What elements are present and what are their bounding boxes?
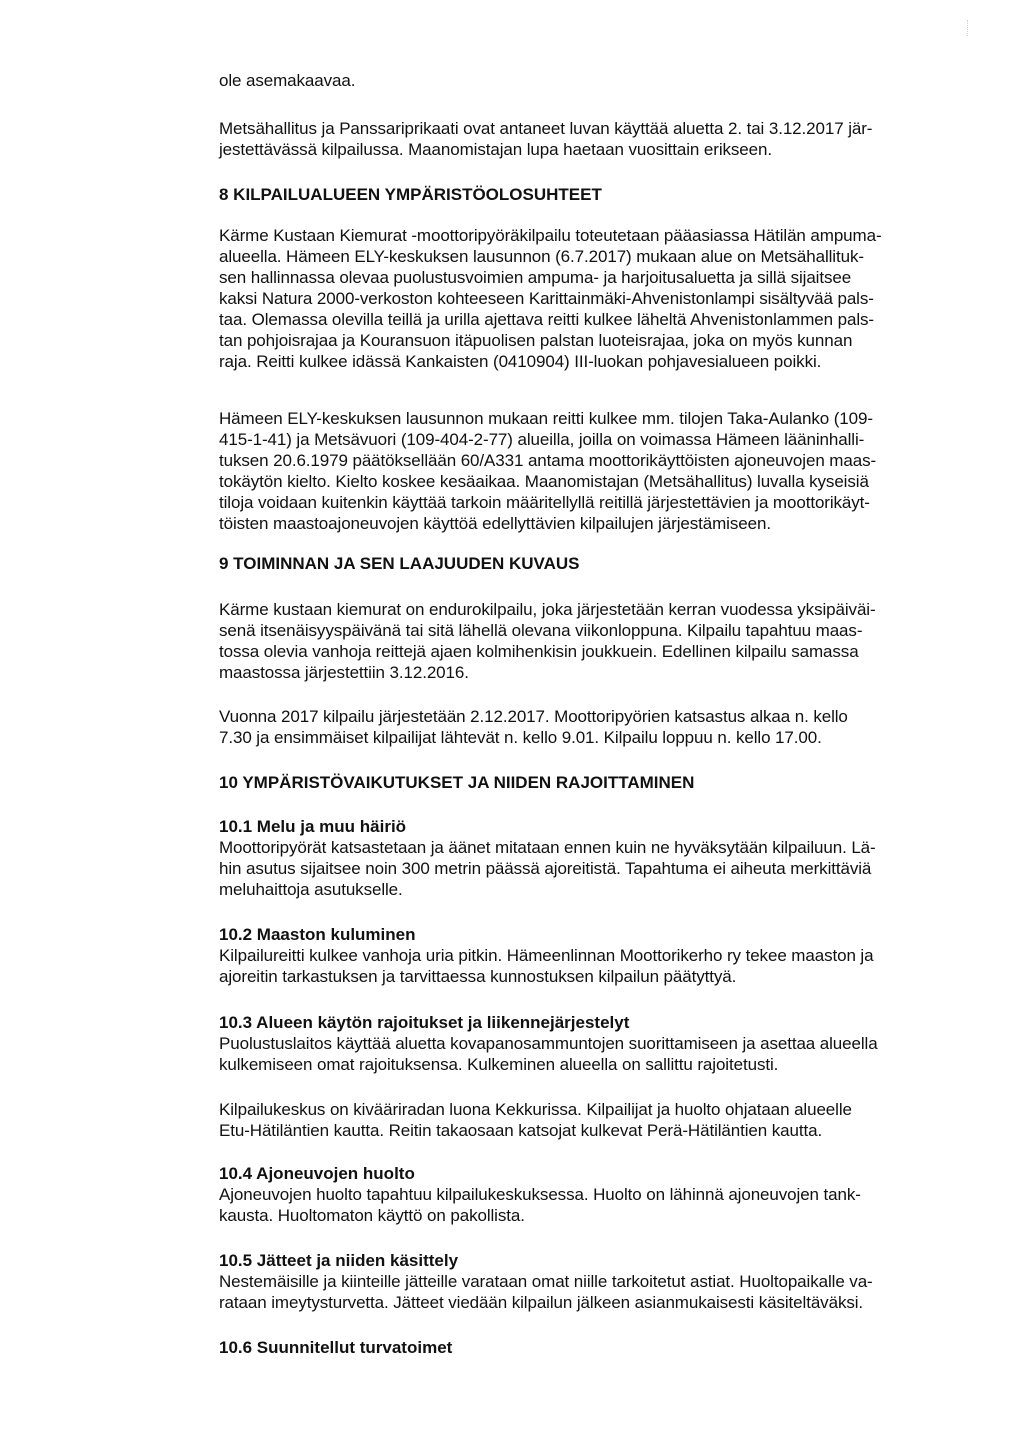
paragraph (219, 70, 979, 91)
subsection (219, 1163, 979, 1226)
paragraph-line: sen hallinnassa olevaa puolustusvoimien ampuma- ja harjoitusaluetta ja sillä sijaitsee (219, 268, 852, 287)
subsection-title: 10.6 Suunnitellut turvatoimet (219, 1338, 453, 1357)
section-heading-text: 10 YMPÄRISTÖVAIKUTUKSET JA NIIDEN RAJOITTAMINEN (219, 773, 695, 792)
paragraph-line: Hämeen ELY-keskuksen lausunnon mukaan reitti kulkee mm. tilojen Taka-Aulanko (109- (219, 409, 873, 428)
paragraph-line: Kilpailukeskus on kivääriradan luona Kekkurissa. Kilpailijat ja huolto ohjataan alueelle (219, 1100, 852, 1119)
paragraph-line: Kärme Kustaan Kiemurat -moottoripyöräkilpailu toteutetaan pääasiassa Hätilän ampuma- (219, 226, 882, 245)
section-heading-text: 9 TOIMINNAN JA SEN LAAJUUDEN KUVAUS (219, 554, 580, 573)
paragraph (219, 225, 979, 372)
paragraph-line: maastossa järjestettiin 3.12.2016. (219, 663, 469, 682)
paragraph-line: 415-1-41) ja Metsävuori (109-404-2-77) alueilla, joilla on voimassa Hämeen lääninhalli- (219, 430, 865, 449)
paragraph-line: kaksi Natura 2000-verkoston kohteeseen Karittainmäki-Ahvenistonlampi sisältyvää pals- (219, 289, 874, 308)
paragraph-line: Ajoneuvojen huolto tapahtuu kilpailukeskuksessa. Huolto on lähinnä ajoneuvojen tank- (219, 1185, 861, 1204)
paragraph-line: Kärme kustaan kiemurat on endurokilpailu, joka järjestetään kerran vuodessa yksipäiväi- (219, 600, 876, 619)
paragraph-line: Kilpailureitti kulkee vanhoja uria pitkin. Hämeenlinnan Moottorikerho ry tekee maaston ja (219, 946, 874, 965)
paragraph (219, 408, 979, 534)
paragraph-line: taa. Olemassa olevilla teillä ja urilla ajettava reitti kulkee läheltä Ahvenistonlammen pals- (219, 310, 874, 329)
paragraph-line: töisten maastoajoneuvojen käyttöä edellyttävien kilpailujen järjestämiseen. (219, 514, 771, 533)
subsection-title: 10.4 Ajoneuvojen huolto (219, 1164, 415, 1183)
subsection-title: 10.1 Melu ja muu häiriö (219, 817, 407, 836)
subsection-title: 10.3 Alueen käytön rajoitukset ja liikennejärjestelyt (219, 1013, 630, 1032)
subsection (219, 1250, 979, 1313)
paragraph (219, 706, 979, 748)
paragraph-line: jestettävässä kilpailussa. Maanomistajan lupa haetaan vuosittain erikseen. (219, 140, 772, 159)
paragraph-line: ajoreitin tarkastuksen ja tarvittaessa kunnostuksen kilpailun päätyttyä. (219, 967, 737, 986)
paragraph-line: tiloja voidaan kuitenkin käyttää tarkoin määritellyllä reitillä järjestettävien ja moottorikäyt- (219, 493, 870, 512)
paragraph-line: Etu-Hätiläntien kautta. Reitin takaosaan katsojat kulkevat Perä-Hätiläntien kautta. (219, 1121, 823, 1140)
paragraph (219, 1099, 979, 1141)
paragraph-line: 7.30 ja ensimmäiset kilpailijat lähtevät n. kello 9.01. Kilpailu loppuu n. kello 17.00. (219, 728, 822, 747)
paragraph-line: tossa olevia vanhoja reittejä ajaen kolmihenkisin joukkuein. Edellinen kilpailu samassa (219, 642, 859, 661)
paragraph-line: senä itsenäisyyspäivänä tai sitä lähellä olevana viikonloppuna. Kilpailu tapahtuu maas- (219, 621, 863, 640)
subsection-title: 10.2 Maaston kuluminen (219, 925, 416, 944)
section-heading (219, 184, 979, 205)
paragraph (219, 118, 979, 160)
subsection (219, 924, 979, 987)
paragraph-line: meluhaittoja asutukselle. (219, 880, 403, 899)
paragraph-line: rataan imeytysturvetta. Jätteet viedään kilpailun jälkeen asianmukaisesti käsiteltäväksi. (219, 1293, 864, 1312)
paragraph-line: hin asutus sijaitsee noin 300 metrin päässä ajoreitistä. Tapahtuma ei aiheuta merkittäviä (219, 859, 872, 878)
subsection (219, 816, 979, 900)
paragraph-line: Vuonna 2017 kilpailu järjestetään 2.12.2017. Moottoripyörien katsastus alkaa n. kello (219, 707, 848, 726)
subsection-title: 10.5 Jätteet ja niiden käsittely (219, 1251, 459, 1270)
paragraph (219, 599, 979, 683)
paragraph-line: tan pohjoisrajaa ja Kouransuon itäpuolisen palstan luoteisrajaa, joka on myös kunnan (219, 331, 853, 350)
subsection (219, 1337, 979, 1358)
paragraph-line: tokäytön kielto. Kielto koskee kesäaikaa. Maanomistajan (Metsähallitus) luvalla kyseisiä (219, 472, 869, 491)
paragraph-line: raja. Reitti kulkee idässä Kankaisten (0410904) III-luokan pohjavesialueen poikki. (219, 352, 822, 371)
paragraph-line: tuksen 20.6.1979 päätöksellään 60/A331 antama moottorikäyttöisten ajoneuvojen maas- (219, 451, 877, 470)
paragraph-line: alueella. Hämeen ELY-keskuksen lausunnon (6.7.2017) mukaan alue on Metsähallituk- (219, 247, 864, 266)
paragraph-line: kulkemiseen omat rajoituksensa. Kulkeminen alueella on sallittu rajoitetusti. (219, 1055, 779, 1074)
paragraph-line: Metsähallitus ja Panssariprikaati ovat antaneet luvan käyttää aluetta 2. tai 3.12.2017 jär- (219, 119, 873, 138)
paragraph-line: Puolustuslaitos käyttää aluetta kovapanosammuntojen suorittamiseen ja asettaa alueella (219, 1034, 878, 1053)
paragraph-line: Nestemäisille ja kiinteille jätteille varataan omat niille tarkoitetut astiat. Huoltopaikalle va- (219, 1272, 873, 1291)
scan-mark (967, 20, 971, 36)
paragraph-line: ole asemakaavaa. (219, 71, 356, 90)
subsection (219, 1012, 979, 1075)
paragraph-line: kausta. Huoltomaton käyttö on pakollista. (219, 1206, 525, 1225)
section-heading-text: 8 KILPAILUALUEEN YMPÄRISTÖOLOSUHTEET (219, 185, 602, 204)
paragraph-line: Moottoripyörät katsastetaan ja äänet mitataan ennen kuin ne hyväksytään kilpailuun. Lä- (219, 838, 876, 857)
section-heading (219, 772, 979, 793)
section-heading (219, 553, 979, 574)
